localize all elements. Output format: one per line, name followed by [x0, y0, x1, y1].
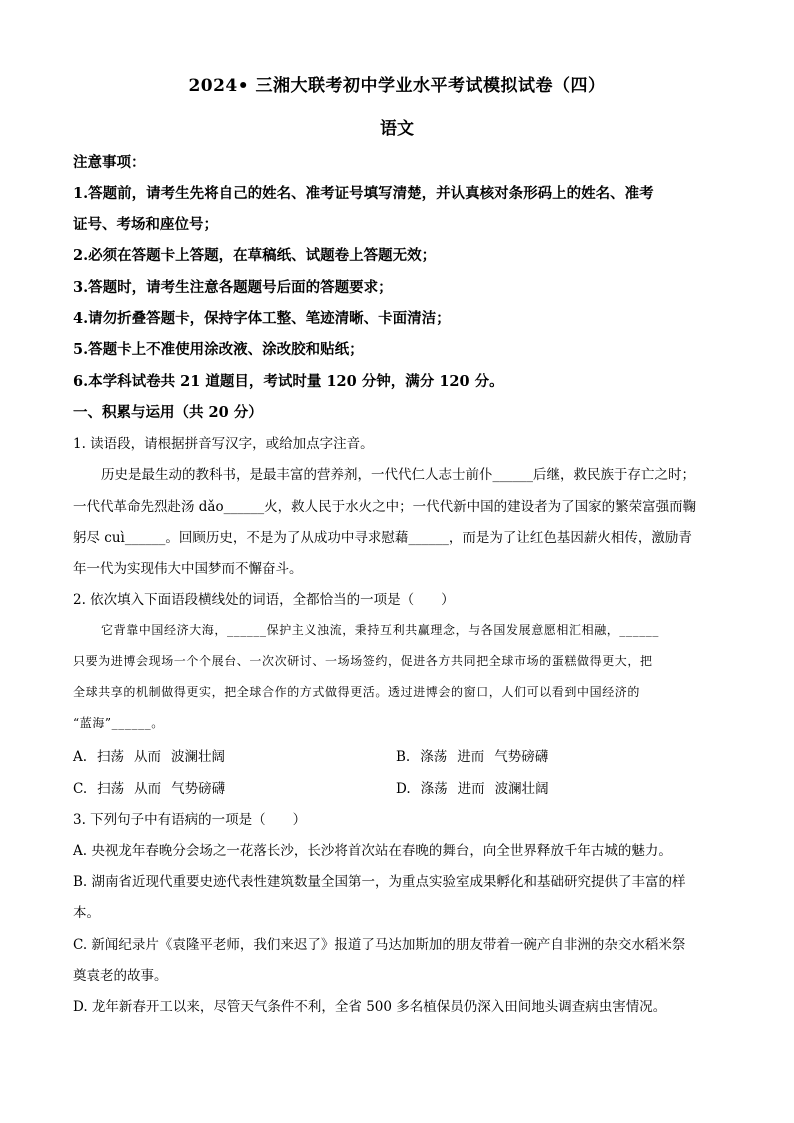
- page-title: 2024• 三湘大联考初中学业水平考试模拟试卷（四）: [188, 76, 606, 96]
- option-b: B. 涤荡 进而 气势磅礴: [396, 749, 549, 765]
- notice-item: 证号、考场和座位号；: [73, 216, 218, 233]
- question-3-option-line: D. 龙年新春开工以来，尽管天气条件不利，全省 500 多名植保员仍深入田间地头调查病虫害情况。: [73, 999, 667, 1015]
- question-2-stem: 2. 依次填入下面语段横线处的词语，全都恰当的一项是（ ）: [73, 592, 455, 608]
- notice-item: 3.答题时，请考生注意各题题号后面的答题要求；: [73, 279, 393, 296]
- question-2-passage-line: “蓝海”______。: [73, 716, 164, 730]
- subject-title: 语文: [380, 119, 414, 139]
- section-heading: 一、积累与运用（共 20 分）: [73, 404, 263, 421]
- question-3-stem: 3. 下列句子中有语病的一项是（ ）: [73, 812, 307, 828]
- question-3-option-line: 奠袁老的故事。: [73, 968, 168, 984]
- question-2-passage-line: 它背靠中国经济大海，______保护主义浊流，秉持互利共赢理念，与各国发展意愿相汇相融，______: [101, 623, 660, 637]
- question-3-option-line: 本。: [73, 905, 100, 921]
- option-a: A. 扫荡 从而 波澜壮阔: [73, 749, 226, 765]
- notice-item: 2.必须在答题卡上答题，在草稿纸、试题卷上答题无效；: [73, 247, 437, 264]
- notice-item: 4.请勿折叠答题卡，保持字体工整、笔迹清晰、卡面清洁；: [73, 310, 451, 327]
- question-3-option-line: A. 央视龙年春晚分会场之一花落长沙，长沙将首次站在春晚的舞台，向全世界释放千年古城的魅力。: [73, 843, 672, 859]
- option-c: C. 扫荡 从而 气势磅礴: [73, 781, 226, 797]
- notice-heading: 注意事项：: [73, 154, 146, 171]
- notice-item: 6.本学科试卷共 21 道题目，考试时量 120 分钟，满分 120 分。: [73, 373, 504, 390]
- option-d: D. 涤荡 进而 波澜壮阔: [396, 781, 549, 797]
- question-3-option-line: C. 新闻纪录片《袁隆平老师，我们来迟了》报道了马达加斯加的朋友带着一碗产自非洲的杂交水稻米祭: [73, 937, 686, 953]
- question-1-passage-line: 年一代为实现伟大中国梦而不懈奋斗。: [73, 561, 303, 577]
- question-2-passage-line: 只要为进博会现场一个个展台、一次次研讨、一场场签约，促进各方共同把全球市场的蛋糕做得更大，把: [73, 654, 653, 668]
- notice-item: 5.答题卡上不准使用涂改液、涂改胶和贴纸；: [73, 341, 364, 358]
- question-1-stem: 1. 读语段，请根据拼音写汉字，或给加点字注音。: [73, 436, 374, 452]
- question-1-passage-line: 历史是最生动的教科书，是最丰富的营养剂，一代代仁人志士前仆______后继，救民族于存亡之时；: [101, 467, 695, 483]
- question-2-passage-line: 全球共享的机制做得更实，把全球合作的方式做得更活。透过进博会的窗口，人们可以看到中国经济的: [73, 685, 641, 699]
- question-3-option-line: B. 湖南省近现代重要史迹代表性建筑数量全国第一，为重点实验室成果孵化和基础研究提供了丰富的样: [73, 874, 686, 890]
- notice-item: 1.答题前，请考生先将自己的姓名、准考证号填写清楚，并认真核对条形码上的姓名、准考: [73, 185, 654, 202]
- question-1-passage-line: 躬尽 cuì______。回顾历史，不是为了从成功中寻求慰藉______，而是为了让红色基因薪火相传，激励青: [73, 530, 692, 546]
- question-1-passage-line: 一代代革命先烈赴汤 dǎo______火，救人民于水火之中；一代代新中国的建设者为了国家的繁荣富强而鞠: [73, 499, 697, 515]
